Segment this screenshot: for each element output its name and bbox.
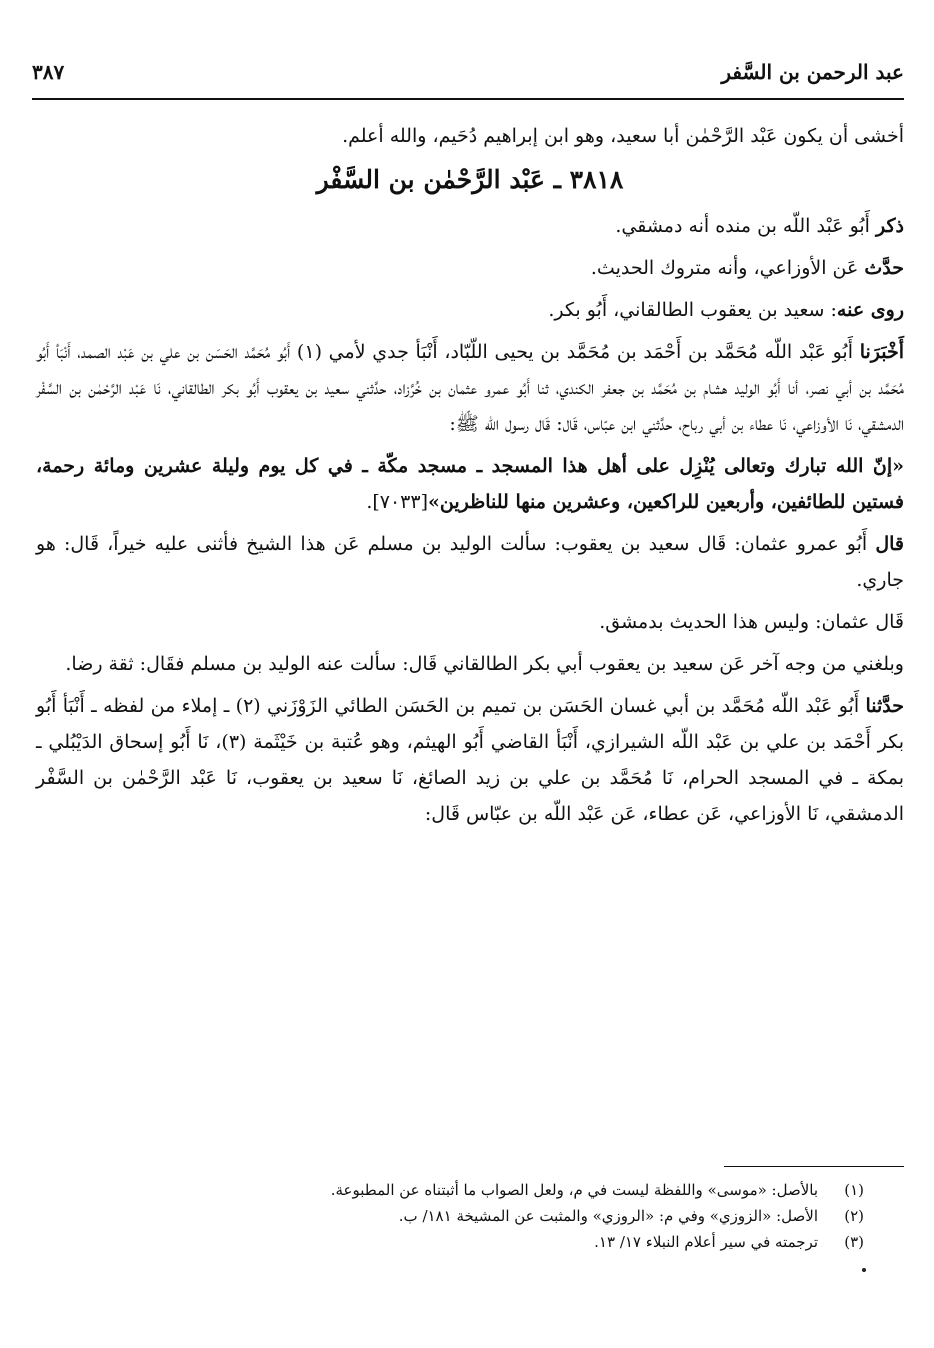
paragraph-narrators bbox=[36, 292, 904, 328]
footnotes bbox=[36, 1166, 904, 1255]
footnote-text: بالأصل: «موسى» واللفظة ليست في م، ولعل الصواب ما أثبتناه عن المطبوعة. bbox=[330, 1181, 818, 1199]
paragraph-text: : سعيد بن يعقوب الطالقاني، أَبُو بكر. bbox=[548, 299, 837, 321]
paragraph-text: أَبُو عمرو عثمان: قَال سعيد بن يعقوب: سألت الوليد بن مسلم عَن هذا الشيخ فأثنى عليه خيراً، قَال: هو جاري. bbox=[36, 533, 904, 591]
hadith-text: «إنّ الله تبارك وتعالى يُنْزِل على أهل هذا المسجد ـ مسجد مكّة ـ في كل يوم وليلة عشرين ومائة رحمة، فستين للطائفين، وأربعين للراكعين، وعشرين منها للناظرين» bbox=[36, 455, 904, 513]
footnote-number: (٣) bbox=[844, 1233, 864, 1251]
hadith-reference: [٧٠٣٣]. bbox=[366, 491, 429, 513]
paragraph-uthman bbox=[36, 604, 904, 640]
paragraph-hadith bbox=[36, 448, 904, 520]
paragraph-intro bbox=[36, 118, 904, 154]
paragraph-reached bbox=[36, 646, 904, 682]
paragraph-text: أخشى أن يكون عَبْد الرَّحْمٰن أبا سعيد، وهو ابن إبراهيم دُحَيم، والله أعلم. bbox=[342, 125, 904, 147]
paragraph-text: أَبُو عَبْد اللّه مُحَمَّد بن أبي غسان الحَسَن بن تميم بن الحَسَن الطائي الزَوْزَني (٢) ـ إملاء من لفظه ـ أَنْبَأ أَبُو بكر أَحْمَد بن علي بن عَبْد اللّه الشيرازي، أَنْبَأ القاضي أَبُو الهيثم، وهو عُتبة بن خَيْثَمة (٣)، نَا أَبُو إسحاق الدَيْبُلي ـ بمكة ـ في المسجد الحرام، نَا مُحَمَّد بن علي بن زيد الصائغ، نَا سعيد بن يعقوب، نَا عَبْد الرَّحْمٰن بن السَّفْر الدمشقي، نَا الأوزاعي، عَن عطاء، عَن عَبْد اللّه بن عبّاس قَال: bbox=[36, 695, 905, 825]
paragraph-text: عَن الأوزاعي، وأنه متروك الحديث. bbox=[590, 257, 865, 279]
paragraph-lead: قال bbox=[875, 533, 904, 555]
footnote-text: الأصل: «الزوزي» وفي م: «الروزي» والمثبت عن المشيخة ١٨١/ ب. bbox=[398, 1207, 818, 1225]
paragraph-said bbox=[36, 526, 904, 598]
paragraph-lead: حدَّث bbox=[864, 257, 904, 279]
paragraph-text: وبلغني من وجه آخر عَن سعيد بن يعقوب أبي بكر الطالقاني قَال: سألت عنه الوليد بن مسلم فقَال: ثقة رضا. bbox=[65, 653, 904, 675]
paragraph-lead: ذكر bbox=[876, 215, 904, 237]
page-header bbox=[32, 54, 904, 100]
footnote-item bbox=[36, 1203, 904, 1229]
footnote-number: (١) bbox=[844, 1181, 864, 1199]
stray-dot-mark bbox=[862, 1268, 866, 1272]
entry-title: ٣٨١٨ ـ عَبْد الرَّحْمٰن بن السَّفْر bbox=[316, 165, 624, 194]
paragraph-lead: روى عنه bbox=[836, 299, 904, 321]
paragraph-lead: حدَّثنا bbox=[865, 695, 904, 717]
footnote-item bbox=[36, 1229, 904, 1255]
footnote-item bbox=[36, 1177, 904, 1203]
running-title: عبد الرحمن بن السَّفر bbox=[721, 60, 904, 84]
footnote-rule bbox=[724, 1166, 904, 1167]
paragraph-text: أَبُو عَبْد اللّه مُحَمَّد بن أَحْمَد بن مُحَمَّد بن يحيى اللّبّاد، أَنْبَأ جدي لأمي (١) أَبُو مُحَمَّد الحَسَن بن علي بن عَبْد الصمد، أَنْبَأ أَبُو مُحَمَّد بن أبي نصر، أنا أَبُو الوليد هشام بن مُحَمَّد بن جعفر الكندي، ثنا أَبُو عمرو عثمان بن خُرَّزاد، حدَّثني سعيد بن يعقوب أَبُو بكر الطالقاني، نَا عَبْد الرَّحْمٰن بن السَّفْر الدمشقي، نَا الأوزاعي، نَا عطاء بن أبي رباح، حدَّثني ابن عبّاس، قَال: قَال رسول الله ﷺ: bbox=[36, 341, 904, 435]
footnote-number: (٢) bbox=[844, 1207, 864, 1225]
main-text bbox=[36, 118, 904, 838]
footnote-text: ترجمته في سير أعلام النبلاء ١٧/ ١٣. bbox=[594, 1233, 818, 1251]
paragraph-text: أَبُو عَبْد اللّه بن منده أنه دمشقي. bbox=[615, 215, 876, 237]
page-number: ٣٨٧ bbox=[32, 60, 65, 84]
paragraph-isnad-1 bbox=[36, 334, 904, 442]
paragraph-isnad-2 bbox=[36, 688, 904, 832]
paragraph-mention bbox=[36, 208, 904, 244]
paragraph-text: قَال عثمان: وليس هذا الحديث بدمشق. bbox=[599, 611, 904, 633]
paragraph-narrated bbox=[36, 250, 904, 286]
paragraph-lead: أَخْبَرَنا bbox=[859, 341, 905, 363]
